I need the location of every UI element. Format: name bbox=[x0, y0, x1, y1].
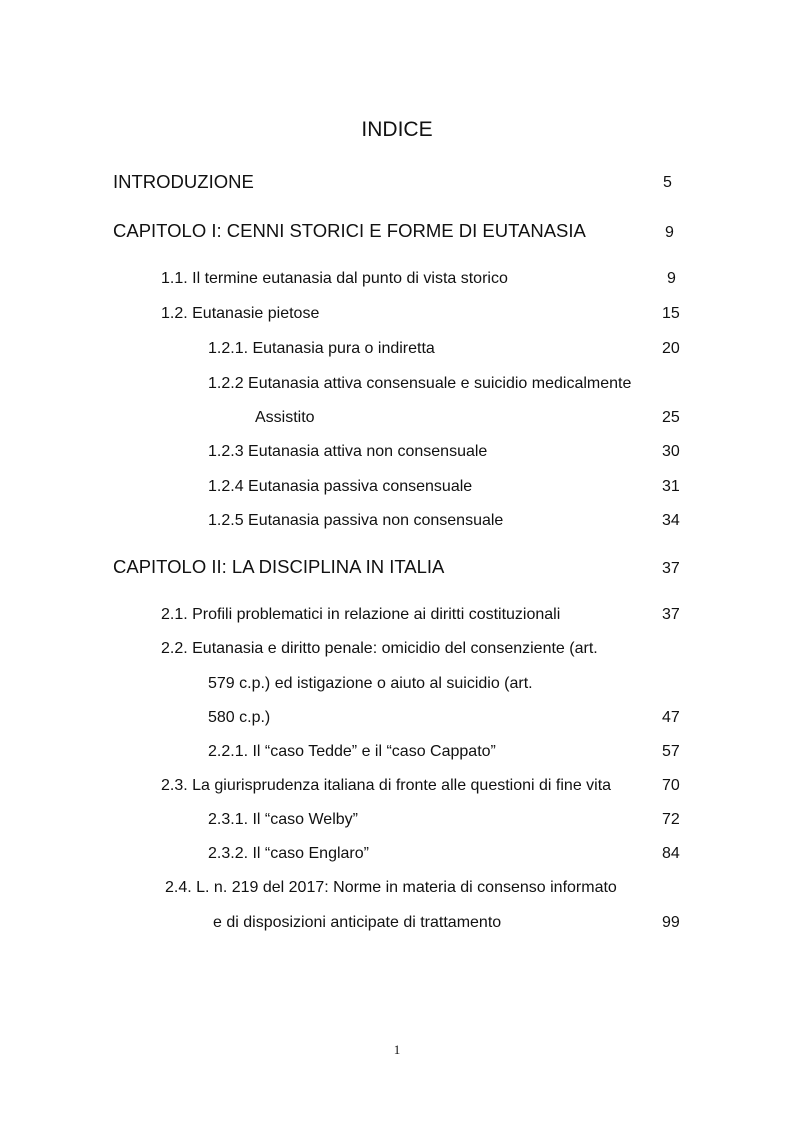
toc-section-2-4-continued: e di disposizioni anticipate di trattamento bbox=[213, 914, 502, 931]
toc-section-2-3-2: 2.3.2. Il “caso Englaro” bbox=[208, 845, 369, 862]
toc-chapter-1: CAPITOLO I: CENNI STORICI E FORME DI EUTANASIA bbox=[113, 220, 586, 241]
toc-section-2-1: 2.1. Profili problematici in relazione ai diritti costituzionali bbox=[161, 606, 561, 623]
toc-section-1-2-4: 1.2.4 Eutanasia passiva consensuale bbox=[208, 478, 473, 495]
toc-page-number: 99 bbox=[662, 914, 680, 931]
toc-chapter-2: CAPITOLO II: LA DISCIPLINA IN ITALIA bbox=[113, 556, 445, 577]
toc-page-number: 34 bbox=[662, 512, 680, 529]
toc-section-2-2-1: 2.2.1. Il “caso Tedde” e il “caso Cappato” bbox=[208, 743, 496, 760]
toc-entry-introduzione: INTRODUZIONE bbox=[113, 171, 254, 192]
toc-section-2-2: 2.2. Eutanasia e diritto penale: omicidio del consenziente (art. bbox=[161, 640, 598, 657]
toc-section-1-2-5: 1.2.5 Eutanasia passiva non consensuale bbox=[208, 512, 504, 529]
toc-page-number: 37 bbox=[662, 606, 680, 623]
toc-page-number: 15 bbox=[662, 305, 680, 322]
toc-section-2-2-continued: 579 c.p.) ed istigazione o aiuto al suicidio (art. bbox=[208, 675, 533, 692]
toc-section-1-1: 1.1. Il termine eutanasia dal punto di vista storico bbox=[161, 270, 508, 287]
toc-page-number: 30 bbox=[662, 443, 680, 460]
toc-section-2-2-continued: 580 c.p.) bbox=[208, 709, 271, 726]
toc-page-number: 57 bbox=[662, 743, 680, 760]
toc-page-number: 31 bbox=[662, 478, 680, 495]
toc-page-number: 37 bbox=[662, 560, 680, 577]
toc-section-1-2-3: 1.2.3 Eutanasia attiva non consensuale bbox=[208, 443, 488, 460]
toc-page-number: 9 bbox=[665, 224, 674, 241]
toc-page-number: 72 bbox=[662, 811, 680, 828]
page-number-footer: 1 bbox=[393, 1042, 401, 1057]
toc-section-1-2-1: 1.2.1. Eutanasia pura o indiretta bbox=[208, 340, 435, 357]
toc-section-2-4: 2.4. L. n. 219 del 2017: Norme in materia di consenso informato bbox=[165, 879, 617, 896]
toc-section-1-2-2: 1.2.2 Eutanasia attiva consensuale e suicidio medicalmente bbox=[208, 375, 632, 392]
toc-section-1-2-2-continued: Assistito bbox=[255, 409, 315, 426]
toc-page-number: 47 bbox=[662, 709, 680, 726]
toc-page-number: 70 bbox=[662, 777, 680, 794]
toc-page-number: 25 bbox=[662, 409, 680, 426]
toc-page-number: 84 bbox=[662, 845, 680, 862]
toc-page-number: 5 bbox=[663, 174, 672, 191]
toc-section-2-3-1: 2.3.1. Il “caso Welby” bbox=[208, 811, 358, 828]
toc-section-1-2: 1.2. Eutanasie pietose bbox=[161, 305, 320, 322]
toc-page-number: 20 bbox=[662, 340, 680, 357]
page-title: INDICE bbox=[361, 118, 433, 141]
toc-page-number: 9 bbox=[667, 270, 676, 287]
toc-section-2-3: 2.3. La giurisprudenza italiana di fronte alle questioni di fine vita bbox=[161, 777, 612, 794]
